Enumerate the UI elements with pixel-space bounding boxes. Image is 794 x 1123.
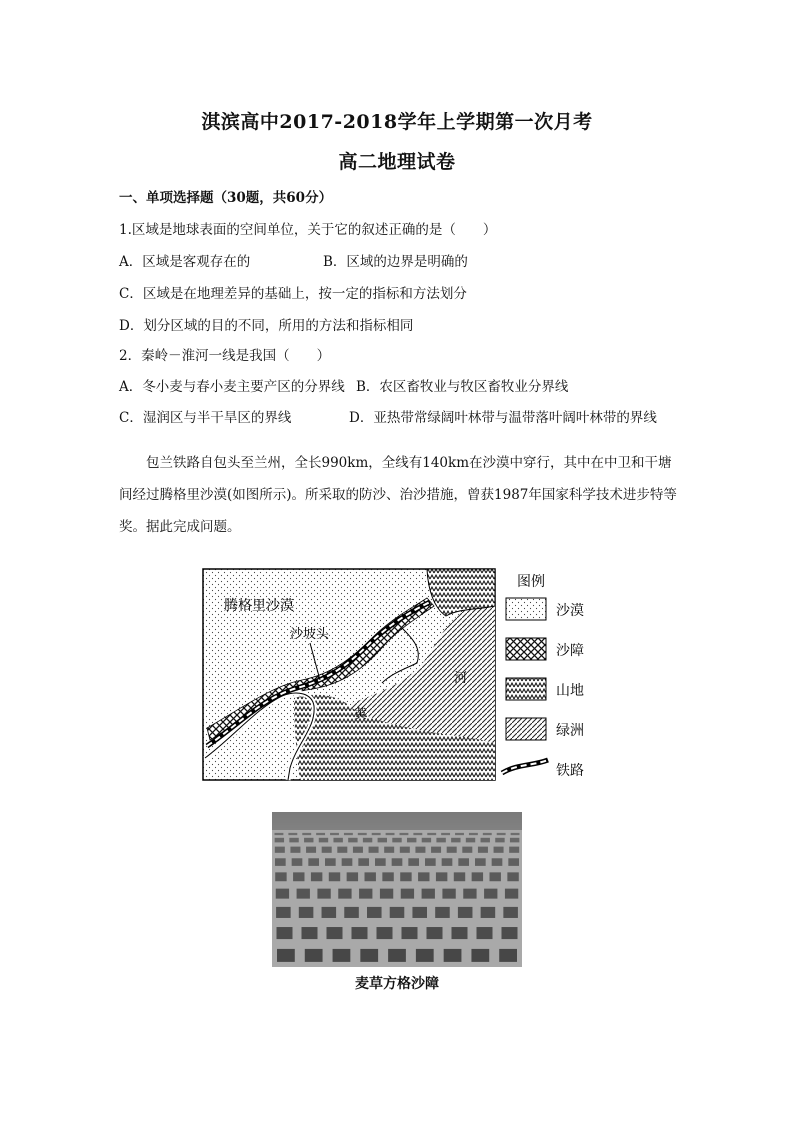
legend-title: 图例 [517, 574, 545, 590]
grid-cell [422, 838, 431, 843]
grid-cell [358, 858, 369, 866]
desert-label: 腾格里沙漠 [224, 598, 294, 614]
legend-sand-barrier [506, 638, 584, 660]
grid-cell [435, 907, 450, 918]
grid-cell [495, 838, 504, 843]
grid-cell [330, 833, 339, 835]
grid-cell [422, 889, 435, 899]
grid-cell [510, 838, 519, 843]
exam-subtitle: 高二地理试卷 [338, 151, 456, 173]
grid-cell [484, 889, 497, 899]
grid-cell [407, 838, 416, 843]
svg-text:沙障: 沙障 [556, 643, 584, 659]
grid-cell [401, 889, 414, 899]
q2-option-c: C．湿润区与半干旱区的界线 [119, 410, 292, 426]
grid-cell [509, 847, 519, 853]
river-label-2: 河 [454, 671, 468, 686]
grid-cell [363, 838, 372, 843]
grid-cell [377, 927, 393, 939]
grid-cell [288, 833, 297, 835]
grid-cell [352, 927, 368, 939]
grid-cell [400, 847, 410, 853]
grid-cell [454, 872, 465, 881]
legend-desert [506, 598, 584, 620]
grid-cell [369, 847, 379, 853]
grid-cell [302, 833, 311, 835]
grid-cell [505, 889, 518, 899]
grid-cell [416, 949, 434, 962]
q1-option-a: A．区域是客观存在的 [119, 254, 251, 270]
section-heading: 一、单项选择题（30题，共60分） [119, 190, 333, 206]
legend-railway [502, 760, 584, 779]
grid-cell [447, 847, 457, 853]
grid-cell [494, 847, 504, 853]
grid-cell [390, 907, 405, 918]
grid-cell [305, 949, 323, 962]
grid-cell [463, 889, 476, 899]
grid-cell [477, 927, 493, 939]
grid-cell [413, 833, 422, 835]
grid-cell [299, 907, 314, 918]
grid-cell [317, 889, 330, 899]
grid-cell [452, 927, 468, 939]
grid-cell [275, 847, 285, 853]
grid-cell [483, 833, 492, 835]
grid-cell [427, 833, 436, 835]
grid-cell [475, 858, 486, 866]
river-label-1: 黄 [354, 707, 368, 722]
grid-cell [402, 927, 418, 939]
grid-cell [444, 949, 462, 962]
grid-cell [503, 907, 518, 918]
q1-stem: 1.区域是地球表面的空间单位，关于它的叙述正确的是（ ） [119, 222, 497, 238]
q1-option-d: D．划分区域的目的不同，所用的方法和指标相同 [119, 318, 414, 334]
grid-cell [425, 858, 436, 866]
grid-cell [337, 847, 347, 853]
grid-cell [372, 833, 381, 835]
grid-cell [478, 847, 488, 853]
grid-cell [327, 927, 343, 939]
grid-cell [471, 949, 489, 962]
q2-option-a: A．冬小麦与春小麦主要产区的分界线 [119, 379, 345, 395]
q1-option-c: C．区域是在地理差异的基础上，按一定的指标和方法划分 [119, 286, 467, 302]
grid-cell [275, 858, 286, 866]
grid-cell [316, 833, 325, 835]
grid-cell [358, 833, 367, 835]
grid-cell [400, 872, 411, 881]
grid-cell [375, 858, 386, 866]
grid-cell [360, 949, 378, 962]
straw-grid-photo [272, 812, 522, 967]
grid-cell [511, 833, 520, 835]
grid-cell [458, 858, 469, 866]
grid-cell [384, 847, 394, 853]
grid-cell [458, 907, 473, 918]
grid-cell [408, 858, 419, 866]
grid-cell [466, 838, 475, 843]
grid-cell [497, 833, 506, 835]
grid-cell [502, 927, 518, 939]
grid-cell [342, 858, 353, 866]
grid-cell [276, 889, 289, 899]
grid-cell [275, 833, 284, 835]
grid-cell [367, 907, 382, 918]
grid-cell [338, 889, 351, 899]
grid-cell [455, 833, 464, 835]
grid-cell [344, 833, 353, 835]
grid-cell [344, 907, 359, 918]
grid-cell [329, 872, 340, 881]
grid-cell [275, 838, 284, 843]
grid-cell [442, 889, 455, 899]
grid-cell [306, 847, 316, 853]
grid-cell [481, 838, 490, 843]
grid-cell [378, 838, 387, 843]
grid-cell [276, 907, 291, 918]
grid-cell [297, 889, 310, 899]
grid-cell [277, 927, 293, 939]
grid-cell [359, 889, 372, 899]
grid-cell [400, 833, 409, 835]
grid-cell [472, 872, 483, 881]
grid-cell [427, 927, 443, 939]
grid-cell [415, 847, 425, 853]
photo-caption: 麦草方格沙障 [355, 976, 439, 992]
grid-cell [322, 847, 332, 853]
place-label: 沙坡头 [290, 627, 330, 642]
grid-cell [388, 949, 406, 962]
grid-cell [490, 872, 501, 881]
grid-cell [380, 889, 393, 899]
q2-option-b: B．农区畜牧业与牧区畜牧业分界线 [356, 379, 569, 395]
grid-cell [499, 949, 517, 962]
grid-cell [392, 838, 401, 843]
exam-title: 淇滨高中2017-2018学年上学期第一次月考 [201, 111, 593, 133]
grid-cell [386, 833, 395, 835]
grid-cell [277, 949, 295, 962]
svg-text:铁路: 铁路 [556, 763, 584, 779]
grid-cell [319, 838, 328, 843]
grid-cell [333, 949, 351, 962]
grid-cell [290, 847, 300, 853]
grid-cell [382, 872, 393, 881]
grid-cell [418, 872, 429, 881]
grid-cell [325, 858, 336, 866]
svg-text:山地: 山地 [556, 683, 584, 699]
grid-cell [293, 872, 304, 881]
grid-cell [431, 847, 441, 853]
grid-cell [311, 872, 322, 881]
grid-cell [365, 872, 376, 881]
grid-cell [348, 838, 357, 843]
grid-cell [353, 847, 363, 853]
q2-stem: 2．秦岭－淮河一线是我国（ ） [119, 348, 331, 364]
grid-cell [451, 838, 460, 843]
grid-cell [442, 858, 453, 866]
svg-text:绿洲: 绿洲 [556, 723, 584, 739]
grid-cell [292, 858, 303, 866]
grid-cell [289, 838, 298, 843]
svg-text:沙漠: 沙漠 [556, 603, 584, 619]
grid-cell [508, 858, 519, 866]
grid-cell [462, 847, 472, 853]
passage-text: 包兰铁路自包头至兰州，全长990km，全线有140km在沙漠中穿行，其中在中卫和干塘间经过腾格里沙漠(如图所示)。所采取的防沙、治沙措施，曾获1987年国家科学技术进步特等奖。据此完成问题。 [119, 455, 677, 535]
grid-cell [481, 907, 496, 918]
desert-railway-map [202, 568, 597, 781]
grid-cell [469, 833, 478, 835]
grid-cell [333, 838, 342, 843]
grid-cell [441, 833, 450, 835]
q1-option-b: B．区域的边界是明确的 [323, 254, 468, 270]
grid-cell [302, 927, 318, 939]
grid-cell [308, 858, 319, 866]
grid-cell [275, 872, 286, 881]
grid-cell [412, 907, 427, 918]
grid-cell [492, 858, 503, 866]
legend-oasis [506, 718, 584, 740]
grid-cell [436, 838, 445, 843]
grid-cell [507, 872, 518, 881]
legend-mountain [506, 678, 584, 700]
grid-cell [347, 872, 358, 881]
grid-cell [322, 907, 337, 918]
q2-option-d: D．亚热带常绿阔叶林带与温带落叶阔叶林带的界线 [349, 410, 657, 426]
grid-cell [392, 858, 403, 866]
grid-cell [304, 838, 313, 843]
grid-cell [436, 872, 447, 881]
